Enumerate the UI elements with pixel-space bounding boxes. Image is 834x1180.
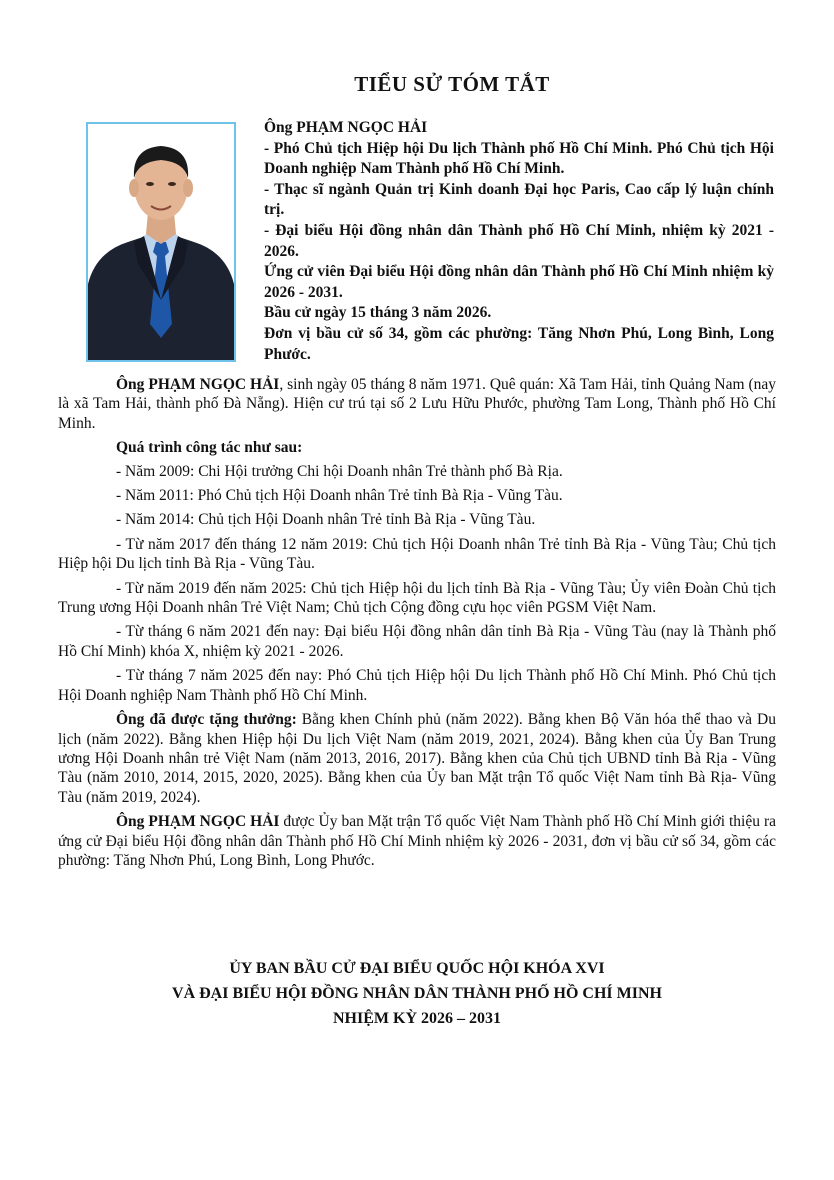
nomination-paragraph xyxy=(58,812,776,870)
career-item: - Từ tháng 7 năm 2025 đến nay: Phó Chủ tịch Hiệp hội Du lịch Thành phố Hồ Chí Minh. Phó Chủ tịch Hội Doanh nghiệp Nam Thành phố Hồ Chí Minh. xyxy=(58,667,776,704)
committee-line-1: ỦY BAN BẦU CỬ ĐẠI BIỂU QUỐC HỘI KHÓA XVI xyxy=(229,960,605,977)
summary-line: Đơn vị bầu cử số 34, gồm các phường: Tăng Nhơn Phú, Long Bình, Long Phước. xyxy=(264,324,774,363)
career-item: - Từ tháng 6 năm 2021 đến nay: Đại biểu Hội đồng nhân dân tỉnh Bà Rịa - Vũng Tàu (nay là Thành phố Hồ Chí Minh) khóa X, nhiệm kỳ 2021 - 2026. xyxy=(58,623,776,660)
committee-line-2: VÀ ĐẠI BIỂU HỘI ĐỒNG NHÂN DÂN THÀNH PHỐ HỒ CHÍ MINH xyxy=(172,985,662,1002)
career-item: - Năm 2009: Chi Hội trưởng Chi hội Doanh nhân Trẻ thành phố Bà Rịa. xyxy=(116,462,563,480)
career-item: - Năm 2014: Chủ tịch Hội Doanh nhân Trẻ tỉnh Bà Rịa - Vũng Tàu. xyxy=(116,511,536,529)
portrait-illustration xyxy=(88,124,234,360)
career-item: - Từ năm 2017 đến tháng 12 năm 2019: Chủ tịch Hội Doanh nhân Trẻ tỉnh Bà Rịa - Vũng Tàu; Chủ tịch Hiệp hội Du lịch tỉnh Bà Rịa - Vũng Tàu. xyxy=(58,535,776,573)
issuing-committee xyxy=(58,956,776,1031)
page-title: TIỂU SỬ TÓM TẮT xyxy=(354,72,550,96)
awards-paragraph xyxy=(58,710,776,807)
career-heading: Quá trình công tác như sau: xyxy=(116,439,303,457)
summary-line: - Phó Chủ tịch Hiệp hội Du lịch Thành phố Hồ Chí Minh. Phó Chủ tịch Hội Doanh nghiệp Nam Thành phố Hồ Chí Minh. xyxy=(264,139,774,178)
awards-label: Ông đã được tặng thưởng: xyxy=(116,711,297,729)
summary-line: Ứng cử viên Đại biểu Hội đồng nhân dân Thành phố Hồ Chí Minh nhiệm kỳ 2026 - 2031. xyxy=(264,263,774,301)
intro-name: Ông PHẠM NGỌC HẢI xyxy=(116,376,280,393)
nomination-text: được Ủy ban Mặt trận Tổ quốc Việt Nam Thành phố Hồ Chí Minh giới thiệu ra ứng cử Đại biểu Hội đồng nhân dân Thành phố Hồ Chí Minh nhiệm kỳ 2026 - 2031, đơn vị bầu cử số 34, gồm các phường: Tăng Nhơn Phú, Long Bình, Long Phước. xyxy=(58,813,776,869)
committee-line-3: NHIỆM KỲ 2026 – 2031 xyxy=(333,1010,501,1027)
biography-body xyxy=(58,375,776,875)
career-item: - Từ năm 2019 đến năm 2025: Chủ tịch Hiệp hội du lịch tỉnh Bà Rịa - Vũng Tàu; Ủy viên Đoàn Chủ tịch Trung ương Hội Doanh nhân Trẻ Việt Nam; Chủ tịch Cộng đồng cựu học viên PGSM Việt Nam. xyxy=(58,579,776,617)
summary-line: - Thạc sĩ ngành Quản trị Kinh doanh Đại học Paris, Cao cấp lý luận chính trị. xyxy=(264,180,774,219)
career-item: - Năm 2011: Phó Chủ tịch Hội Doanh nhân Trẻ tỉnh Bà Rịa - Vũng Tàu. xyxy=(116,487,563,505)
summary-line: - Đại biểu Hội đồng nhân dân Thành phố Hồ Chí Minh, nhiệm kỳ 2021 - 2026. xyxy=(264,221,774,260)
nomination-name: Ông PHẠM NGỌC HẢI xyxy=(116,813,280,831)
intro-paragraph xyxy=(58,375,776,433)
intro-text: , sinh ngày 05 tháng 8 năm 1971. Quê quán: Xã Tam Hải, tỉnh Quảng Nam (nay là xã Tam Hải, thành phố Đà Nẵng). Hiện cư trú tại số 2 Lưu Hữu Phước, phường Tam Long, Thành phố Hồ Chí Minh. xyxy=(58,376,776,432)
candidate-summary xyxy=(264,118,774,365)
awards-text: Bằng khen Chính phủ (năm 2022). Bằng khen Bộ Văn hóa thể thao và Du lịch (năm 2022). Bằng khen Hiệp hội Du lịch Việt Nam (năm 2019, 2021, 2024). Bằng khen của Ủy Ban Trung ương Hội Doanh nhân trẻ Việt Nam (năm 2013, 2016, 2017). Bằng khen của Chủ tịch UBND tỉnh Bà Rịa - Vũng Tàu (năm 2010, 2014, 2015, 2020, 2025). Bằng khen của Ủy ban Mặt trận Tổ quốc Việt Nam tỉnh Bà Rịa- Vũng Tàu (năm 2019, 2024). xyxy=(58,711,776,806)
candidate-name: Ông PHẠM NGỌC HẢI xyxy=(264,119,428,136)
summary-line: Bầu cử ngày 15 tháng 3 năm 2026. xyxy=(264,304,492,322)
candidate-portrait xyxy=(86,122,236,362)
